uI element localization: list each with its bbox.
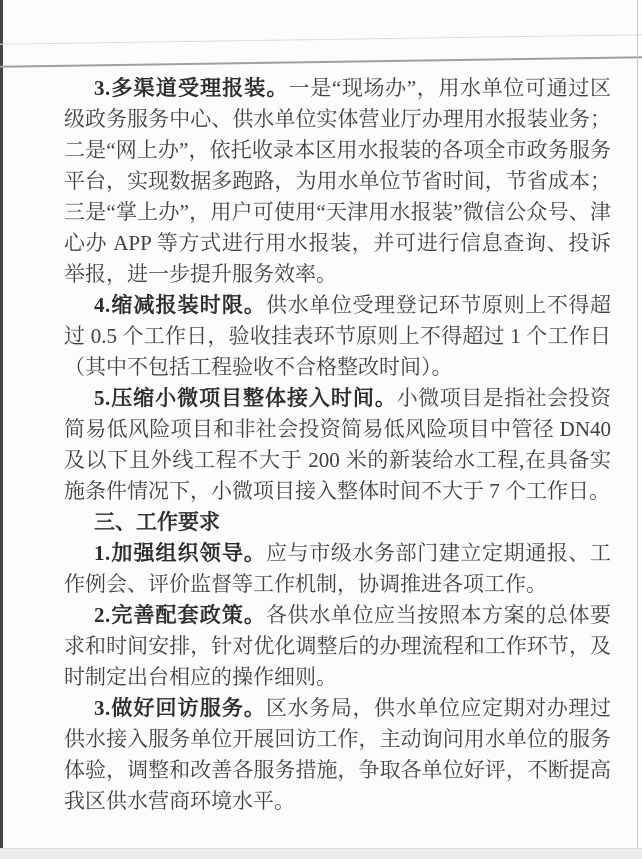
paragraph-text: 小微项目是指社会投资简易低风险项目和非社会投资简易低风险项目中管径 DN40 及以下且外线工程不大于 200 米的新装给水工程,在具备实施条件情况下，小微项目接入整体时间不大于 7 个工作日。 — [64, 386, 612, 503]
paragraph-lead: 5.压缩小微项目整体接入时间。 — [94, 386, 397, 410]
scan-fold-line-light — [0, 34, 642, 45]
paragraph-lead: 3.多渠道受理报装。 — [94, 76, 289, 100]
scan-fold-line-dark — [0, 56, 642, 68]
paragraph-text: 区水务局，供水单位应定期对办理过供水接入服务单位开展回访工作，主动询问用水单位的服务体验，调整和改善各服务措施，争取各单位好评，不断提高我区供水营商环境水平。 — [64, 696, 612, 813]
paragraph-lead: 2.完善配套政策。 — [94, 603, 267, 627]
page-right-edge-line — [637, 0, 638, 859]
section-heading-work-requirements: 三、工作要求 — [94, 510, 220, 534]
paragraph-text: 一是“现场办”，用水单位可通过区级政务服务中心、供水单位实体营业厅办理用水报装业务；二是“网上办”，依托收录本区用水报装的各项全市政务服务平台，实现数据多跑路，为用水单位节省时间，节省成本；三是“掌上办”，用户可使用“天津用水报装”微信公众号、津心办 APP 等方式进行用水报装，并可进行信息查询、投诉举报，进一步提升服务效率。 — [64, 76, 612, 286]
paragraph-lead: 1.加强组织领导。 — [94, 541, 267, 565]
paragraph-text: 各供水单位应当按照本方案的总体要求和时间安排，针对优化调整后的办理流程和工作环节，及时制定出台相应的操作细则。 — [64, 603, 612, 689]
paragraph-lead: 3.做好回访服务。 — [94, 696, 267, 720]
document-body — [64, 73, 611, 817]
paragraph-improve-policies — [64, 600, 611, 693]
paragraph-lead: 4.缩减报装时限。 — [94, 293, 267, 317]
paragraph-multichannel-acceptance — [64, 73, 611, 290]
paragraph-reduce-time-limit — [64, 290, 611, 383]
paragraph-text: 供水单位受理登记环节原则上不得超过 0.5 个工作日，验收挂表环节原则上不得超过 1 个工作日（其中不包括工程验收不合格整改时间）。 — [64, 293, 612, 379]
paragraph-compress-small-project-time — [64, 383, 611, 507]
paragraph-strengthen-leadership — [64, 538, 611, 600]
scan-bottom-shadow-strip — [0, 848, 642, 859]
paragraph-follow-up-visits — [64, 693, 611, 817]
paragraph-text: 应与市级水务部门建立定期通报、工作例会、评价监督等工作机制，协调推进各项工作。 — [64, 541, 612, 596]
scan-left-edge-line — [0, 0, 3, 859]
